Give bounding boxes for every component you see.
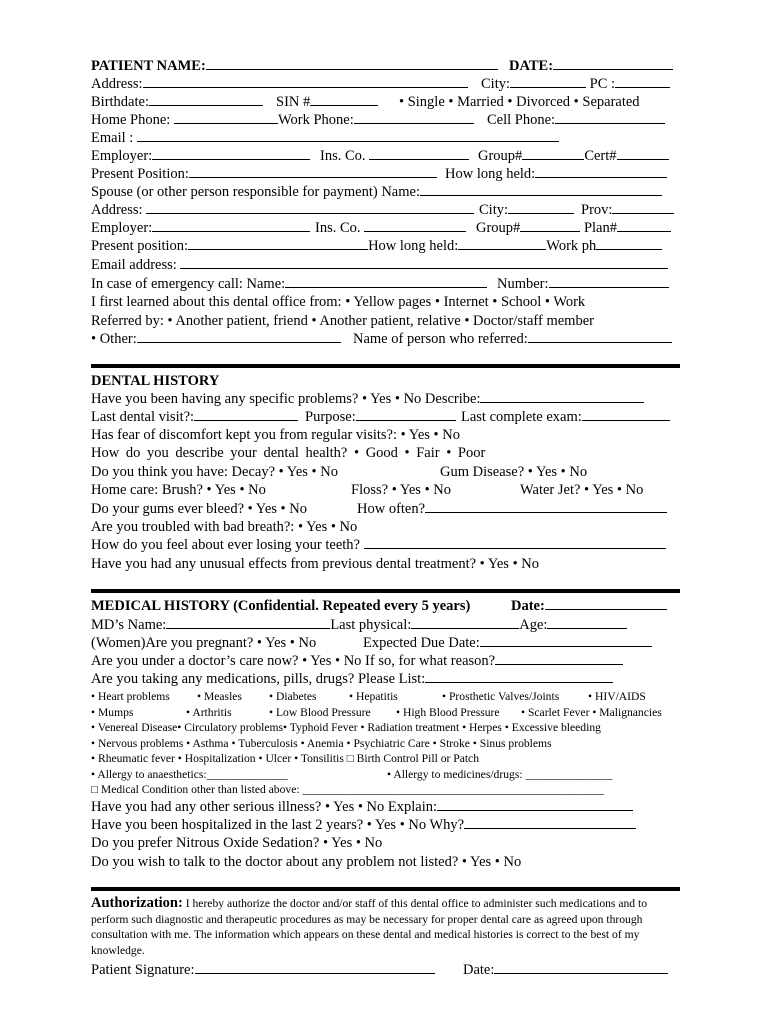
emergency-label: In case of emergency call: Name: [91,276,286,292]
serious-illness-field[interactable] [437,798,633,811]
employer-label: Employer: [91,148,153,164]
work-phone-label: Work Phone: [277,112,354,128]
date-field[interactable] [553,57,673,70]
health-question [91,444,681,462]
email-row [91,129,681,147]
dental-problems-row [91,390,681,408]
condition-measles[interactable]: • Measles [197,690,242,703]
patient-name-row [91,57,681,75]
present-position-label: Present Position: [91,166,189,182]
decay-gum-row [91,463,681,481]
signature-date-field[interactable] [494,961,668,974]
authorization-label: Authorization: [91,895,183,911]
spouse-group-field[interactable] [520,219,580,232]
address-row [91,75,681,93]
spouse-work-ph-label: Work ph [546,238,597,254]
referrer-name-label: Name of person who referred: [353,331,528,347]
section-divider [91,364,680,368]
email-field[interactable] [137,129,559,142]
md-name-field[interactable] [166,616,330,629]
address-field[interactable] [143,75,468,88]
home-phone-field[interactable] [174,111,278,124]
medical-date-field[interactable] [545,597,667,610]
allergy-medicines[interactable]: • Allergy to medicines/drugs: _______________ [387,768,613,781]
signature-label: Patient Signature: [91,962,195,978]
waterjet-question[interactable]: Water Jet? • Yes • No [520,482,644,498]
decay-question[interactable]: Do you think you have: Decay? • Yes • No [91,464,338,480]
other-referral-row [91,330,681,348]
age-field[interactable] [547,616,627,629]
condition-hepatitis[interactable]: • Hepatitis [349,690,398,703]
doctor-care-row [91,652,681,670]
bleed-question[interactable]: Do your gums ever bleed? • Yes • No [91,501,307,517]
dental-history-title: DENTAL HISTORY [91,373,220,389]
medications-row [91,670,681,688]
pregnant-row [91,634,681,652]
fear-question[interactable]: Has fear of discomfort kept you from regular visits?: • Yes • No [91,427,460,443]
effects-question[interactable]: Have you had any unusual effects from previous dental treatment? • Yes • No [91,556,539,572]
sin-label: SIN # [276,94,311,110]
doctor-care-question[interactable]: Are you under a doctor’s care now? • Yes • No If so, for what reason? [91,653,496,669]
signature-date-label: Date: [463,962,495,978]
hospitalized-field[interactable] [464,816,636,829]
condition-mumps[interactable]: • Mumps [91,706,134,719]
how-long-held-label: How long held: [445,166,536,182]
signature-field[interactable] [195,961,435,974]
position-row [91,165,681,183]
employer-field[interactable] [152,147,310,160]
authorization-text: I hereby authorize the doctor and/or staff of this dental office to administer such medications and to perform such diagnostic and therapeutic procedures as may be necessary for proper dental care as agreed upon through consultation with me. The information which appears on these dental and medical histories is correct to the best of my knowledge. [91,897,647,957]
hospitalized-row [91,816,681,834]
doctor-care-field[interactable] [495,652,623,665]
section-divider [91,589,680,593]
last-exam-label: Last complete exam: [461,409,582,425]
spouse-group-label: Group# [476,220,521,236]
emergency-number-label: Number: [497,276,549,292]
medical-date-label: Date: [511,598,545,614]
spouse-position-label: Present position: [91,238,189,254]
medications-field[interactable] [425,670,613,683]
sin-field[interactable] [310,93,378,106]
how-long-held-field[interactable] [535,165,667,178]
last-visit-field[interactable] [194,408,298,421]
spouse-employer-row [91,219,681,237]
last-physical-label: Last physical: [330,617,412,633]
ins-co-label: Ins. Co. [320,148,366,164]
birthdate-field[interactable] [149,93,263,106]
losing-teeth-field[interactable] [364,536,666,549]
other-field[interactable] [137,330,341,343]
other-label: • Other: [91,331,137,347]
condition-hiv[interactable]: • HIV/AIDS [588,690,646,703]
bleed-row [91,500,681,518]
last-visit-label: Last dental visit?: [91,409,195,425]
employer-row [91,147,681,165]
spouse-ins-co-label: Ins. Co. [315,220,361,236]
spouse-city-field[interactable] [508,201,574,214]
spouse-employer-label: Employer: [91,220,153,236]
spouse-position-row [91,237,681,255]
conditions-row-5[interactable]: • Rheumatic fever • Hospitalization • Ulcer • Tonsilitis □ Birth Control Pill or Patch [91,752,480,765]
present-position-field[interactable] [189,165,437,178]
pc-field[interactable] [615,75,670,88]
md-name-row [91,616,681,634]
spouse-plan-label: Plan# [583,220,617,236]
breath-question[interactable]: Are you troubled with bad breath?: • Yes • No [91,519,358,535]
nitrous-question[interactable]: Do you prefer Nitrous Oxide Sedation? • Yes • No [91,835,383,851]
cert-field[interactable] [617,147,669,160]
spouse-position-field[interactable] [188,237,368,250]
spouse-prov-label: Prov: [581,202,613,218]
spouse-work-ph-field[interactable] [596,237,662,250]
signature-row [91,961,681,979]
last-visit-row [91,408,681,426]
ins-co-field[interactable] [369,147,469,160]
spouse-address-label: Address: [91,202,143,218]
condition-heart[interactable]: • Heart problems [91,690,170,703]
condition-arthritis[interactable]: • Arthritis [186,706,232,719]
spouse-plan-field[interactable] [617,219,671,232]
spouse-email-row [91,256,681,274]
how-often-label: How often? [357,501,426,517]
purpose-field[interactable] [356,408,456,421]
cell-phone-field[interactable] [555,111,665,124]
talk-question[interactable]: Do you wish to talk to the doctor about any problem not listed? • Yes • No [91,854,522,870]
spouse-email-label: Email address: [91,257,177,273]
condition-high-bp[interactable]: • High Blood Pressure [396,706,500,719]
floss-question[interactable]: Floss? • Yes • No [351,482,451,498]
referrer-name-field[interactable] [528,330,672,343]
condition-scarlet-malignancies[interactable]: • Scarlet Fever • Malignancies [521,706,662,719]
losing-teeth-question: How do you feel about ever losing your teeth? [91,537,360,553]
email-label: Email : [91,130,134,146]
authorization-paragraph [91,896,681,958]
conditions-row-3[interactable]: • Venereal Disease• Circulatory problems• Typhoid Fever • Radiation treatment • Herpes • Excessive bleeding [91,721,601,734]
spouse-address-row [91,201,681,219]
medical-history-title-row [91,597,681,615]
gum-question[interactable]: Gum Disease? • Yes • No [440,464,588,480]
medical-history-title: MEDICAL HISTORY (Confidential. Repeated every 5 years) [91,598,471,614]
hospitalized-question[interactable]: Have you been hospitalized in the last 2 years? • Yes • No Why? [91,817,465,833]
dental-problems-field[interactable] [480,390,644,403]
cert-label: Cert# [584,148,617,164]
how-often-field[interactable] [425,500,667,513]
serious-illness-question[interactable]: Have you had any other serious illness? • Yes • No Explain: [91,799,438,815]
condition-prosthetic[interactable]: • Prosthetic Valves/Joints [442,690,560,703]
losing-teeth-row [91,536,681,554]
spouse-email-field[interactable] [180,256,668,269]
last-exam-field[interactable] [582,408,670,421]
first-learned-row[interactable]: I first learned about this dental office from: • Yellow pages • Internet • School • Work [91,294,586,310]
spouse-how-long-label: How long held: [368,238,459,254]
group-field[interactable] [522,147,584,160]
section-divider [91,887,680,891]
emergency-row [91,275,681,293]
address-label: Address: [91,76,143,92]
spouse-prov-field[interactable] [612,201,674,214]
spouse-address-field[interactable] [146,201,474,214]
work-phone-field[interactable] [354,111,474,124]
phone-row [91,111,681,129]
city-label: City: [481,76,511,92]
purpose-label: Purpose: [305,409,356,425]
patient-name-field[interactable] [206,57,498,70]
spouse-row [91,183,681,201]
birthdate-label: Birthdate: [91,94,149,110]
emergency-name-field[interactable] [285,275,487,288]
age-label: Age: [519,617,548,633]
cell-phone-label: Cell Phone: [487,112,556,128]
conditions-row-7[interactable]: □ Medical Condition other than listed above: ____________________________________________________ [91,783,604,796]
spouse-label: Spouse (or other person responsible for payment) Name: [91,184,420,200]
spouse-name-field[interactable] [420,183,662,196]
birthdate-row [91,93,681,111]
dental-problems-question[interactable]: Have you been having any specific problems? • Yes • No Describe: [91,391,481,407]
condition-diabetes[interactable]: • Diabetes [269,690,317,703]
referred-by-row[interactable]: Referred by: • Another patient, friend • Another patient, relative • Doctor/staff member [91,313,594,329]
home-phone-label: Home Phone: [91,112,171,128]
brush-question[interactable]: Home care: Brush? • Yes • No [91,482,266,498]
serious-illness-row [91,798,681,816]
last-physical-field[interactable] [411,616,519,629]
spouse-city-label: City: [479,202,509,218]
md-name-label: MD’s Name: [91,617,167,633]
due-date-field[interactable] [480,634,652,647]
pc-label: PC : [589,76,616,92]
marital-status-options[interactable]: • Single • Married • Divorced • Separated [399,94,640,110]
health-question-text[interactable]: How do you describe your dental health? • Good • Fair • Poor [91,445,486,461]
spouse-employer-field[interactable] [152,219,310,232]
allergy-anaesthetics[interactable]: • Allergy to anaesthetics:______________ [91,768,288,781]
emergency-number-field[interactable] [549,275,669,288]
conditions-row-4[interactable]: • Nervous problems • Asthma • Tuberculosis • Anemia • Psychiatric Care • Stroke • Sinus problems [91,737,552,750]
spouse-ins-co-field[interactable] [364,219,466,232]
date-label: DATE: [509,58,554,74]
pregnant-question[interactable]: (Women)Are you pregnant? • Yes • No [91,635,317,651]
home-care-row [91,481,681,499]
city-field[interactable] [510,75,586,88]
group-label: Group# [478,148,523,164]
spouse-how-long-field[interactable] [458,237,546,250]
medications-question: Are you taking any medications, pills, drugs? Please List: [91,671,426,687]
condition-low-bp[interactable]: • Low Blood Pressure [269,706,371,719]
patient-name-label: PATIENT NAME: [91,58,206,74]
due-date-label: Expected Due Date: [363,635,480,651]
